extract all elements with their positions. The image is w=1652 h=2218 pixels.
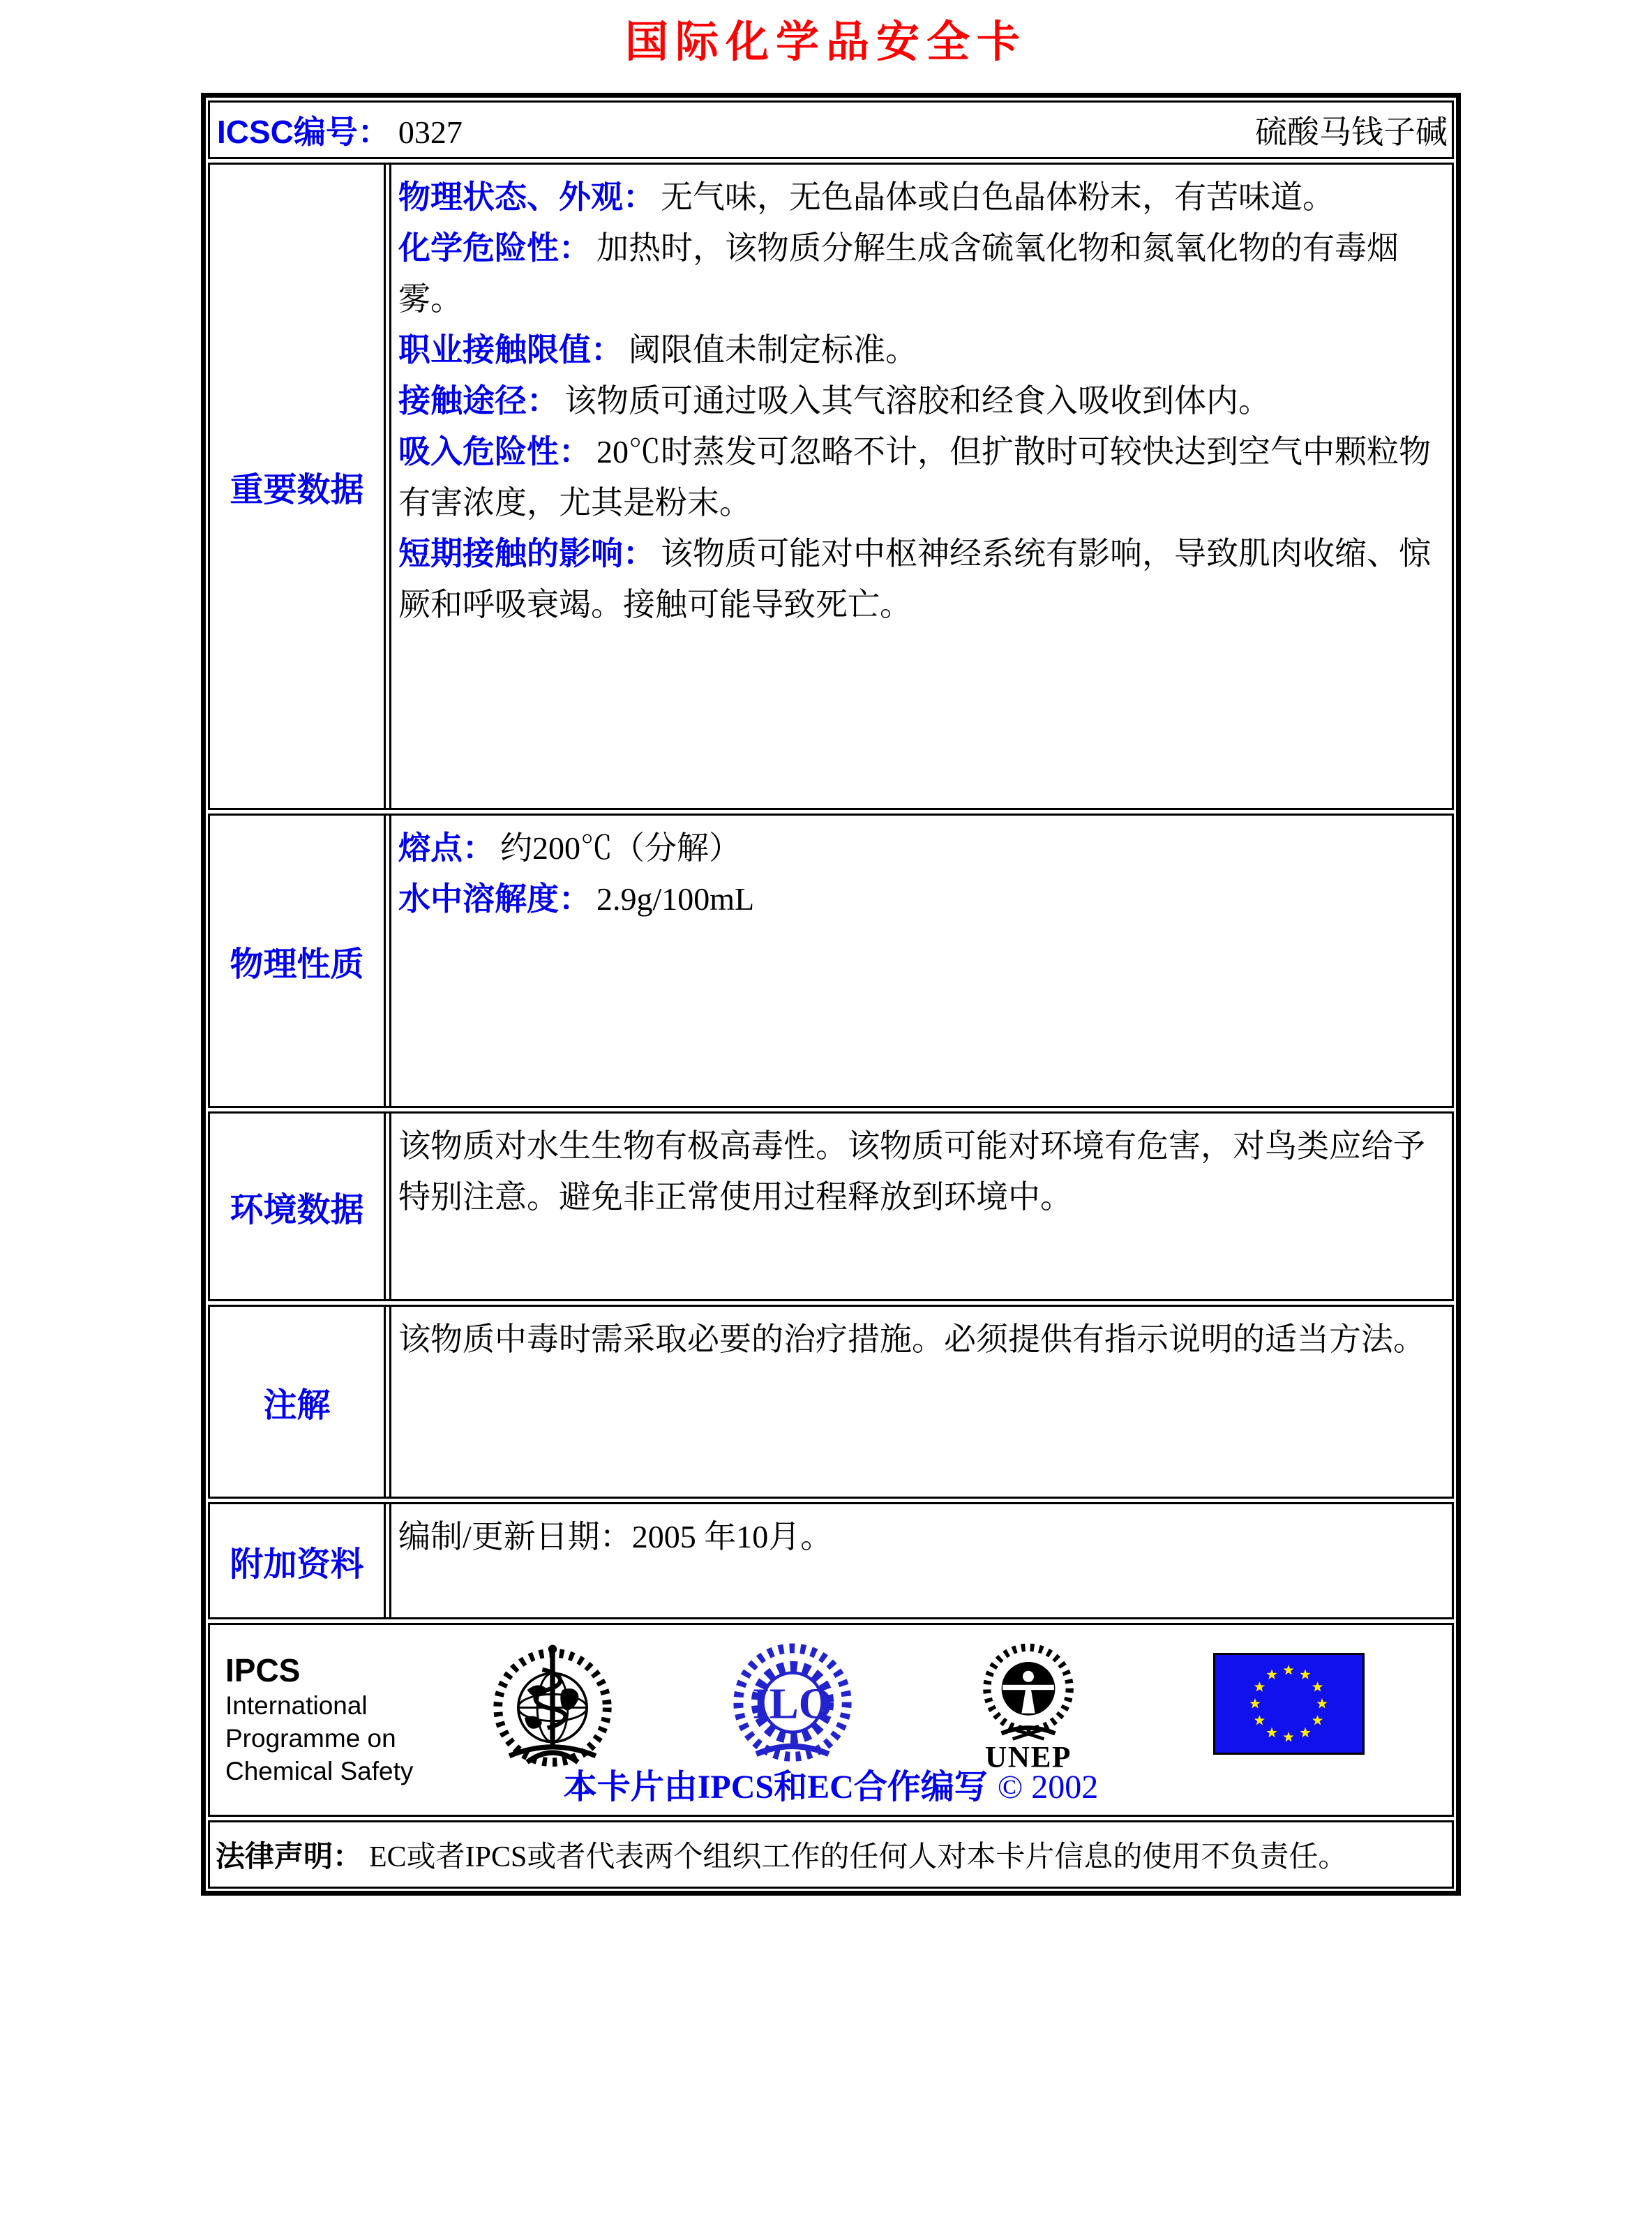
legal-label: 法律声明： [216,1840,363,1873]
icsc-number-value: 0327 [398,114,463,150]
field-value: 阈限值未制定标准。 [629,332,917,368]
field-label: 吸入危险性： [398,433,591,470]
section-content-notes [389,1307,1452,1497]
section-content-important-data [389,165,1452,808]
unep-letters: UNEP [985,1741,1072,1771]
legal-text: EC或者IPCS或者代表两个组织工作的任何人对本卡片信息的使用不负责任。 [369,1841,1348,1873]
section-content-additional-info [389,1504,1452,1617]
ilo-letters: ILO [752,1679,833,1728]
section-label-notes: 注解 [210,1307,386,1497]
section-notes [208,1305,1454,1499]
section-physical-properties [208,814,1454,1108]
ipcs-line-3: Chemical Safety [225,1757,414,1785]
ipcs-line-2: Programme on [225,1724,396,1753]
credit-line [210,1760,1452,1808]
icsc-number-label: ICSC编号： [217,114,390,150]
field-label: 接触途径： [398,382,559,419]
copyright-text: © 2002 [997,1769,1099,1806]
section-content-physical-properties [389,816,1452,1106]
field-chemical-danger [398,223,1439,324]
field-label: 水中溶解度： [398,881,591,917]
unep-emblem-icon [973,1642,1084,1771]
safety-card-table [201,93,1461,1896]
field-value: 无气味，无色晶体或白色晶体粉末，有苦味道。 [661,179,1335,215]
chemical-name: 硫酸马钱子碱 [1255,114,1448,150]
field-exposure-route [398,375,1439,426]
field-environmental-text: 该物质对水生生物有极高毒性。该物质可能对环境有危害，对鸟类应给予特别注意。避免非正常使用过程释放到环境中。 [398,1128,1425,1215]
field-value: 20℃时蒸发可忽略不计，但扩散时可较快达到空气中颗粒物有害浓度，尤其是粉末。 [398,434,1431,520]
field-value: 2.9g/100mL [596,881,755,917]
section-important-data [208,163,1454,810]
field-notes-text: 该物质中毒时需采取必要的治疗措施。必须提供有指示说明的适当方法。 [398,1321,1425,1357]
field-value: 约200℃（分解） [500,830,741,866]
field-water-solubility [398,874,1439,924]
legal-row [208,1820,1454,1889]
field-short-term-effects [398,528,1439,630]
section-content-environmental-data [389,1114,1452,1299]
header-row [208,100,1454,159]
section-label-environmental-data: 环境数据 [210,1114,386,1299]
section-label-additional-info: 附加资料 [210,1504,386,1617]
field-value: 该物质可能对中枢神经系统有影响，导致肌肉收缩、惊厥和呼吸衰竭。接触可能导致死亡。 [398,536,1431,622]
section-label-physical-properties: 物理性质 [210,816,386,1106]
icsc-number-group [217,107,463,153]
field-physical-state [398,172,1439,223]
field-label: 熔点： [398,830,495,866]
field-inhalation-risk [398,426,1439,528]
section-additional-info [208,1502,1454,1619]
ilo-emblem-icon [728,1643,857,1763]
credit-text: 本卡片由IPCS和EC合作编写 [563,1769,988,1806]
field-value: 加热时，该物质分解生成含硫氧化物和氮氧化物的有毒烟雾。 [398,230,1399,317]
who-emblem-icon [489,1639,616,1769]
field-label: 物理状态、外观： [398,179,655,215]
page-title: 国际化学品安全卡 [624,19,1027,66]
footer-row [208,1623,1454,1817]
section-environmental-data [208,1111,1454,1301]
field-exposure-limit [398,324,1439,375]
field-label: 短期接触的影响： [398,535,655,571]
field-label: 化学危险性： [398,230,591,266]
section-label-important-data: 重要数据 [210,165,386,808]
field-label: 职业接触限值： [398,331,623,368]
field-melting-point [398,823,1439,874]
eu-flag-icon [1213,1653,1365,1755]
ipcs-title: IPCS [225,1652,301,1688]
ipcs-line-1: International [225,1691,368,1720]
field-value: 该物质可通过吸入其气溶胶和经食入吸收到体内。 [564,383,1270,419]
field-update-date: 编制/更新日期：2005 年10月。 [398,1519,833,1554]
